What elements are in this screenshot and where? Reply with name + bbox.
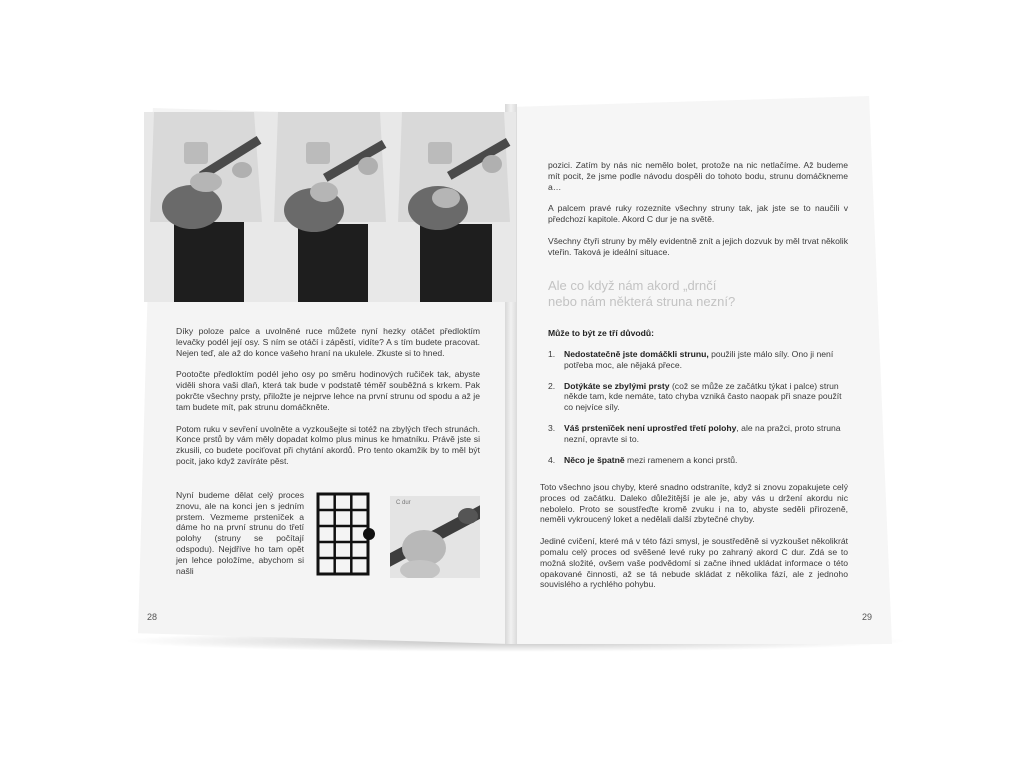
list-item-text: použili jste málo síly. Ono ji není potřeba moc, ale nějaká přece. xyxy=(564,349,834,370)
list-item-text: mezi ramenem a konci prstů. xyxy=(624,454,738,465)
right-paragraph-4: Toto všechno jsou chyby, které snadno odstraníte, když si znovu zopakujete celý proces od začátku. Daleko důležitější je ale je, aby vás u držení akordu nic nebolelo. Proto se soustřeďte kromě zvuku i na to, abyste seděli přirozeně, neměli vykroucený loket a nedělali další zbytečné chyby. xyxy=(540,482,848,525)
left-paragraph-2: Pootočte předloktím podél jeho osy po směru hodinových ručiček tak, abyste viděli shora vaši dlaň, která tak bude v podstatě téměř souběžná s krkem. Pak pokrčte všechny prsty, přiložte je nejprve lehce na první strunu od spodu a až je tam budete mít, pak strunu domáčkněte. xyxy=(176,369,480,412)
list-number: 1. xyxy=(548,349,556,359)
right-paragraph-3: Všechny čtyři struny by měly evidentně znít a jejich dozvuk by měl trvat několik vteřin. Taková je ideální situace. xyxy=(548,235,848,257)
list-item xyxy=(548,381,848,413)
list-item-bold: Dotýkáte se zbylými prsty xyxy=(564,380,670,391)
list-item-text: (což se může ze začátku týkat i palce) strun někde tam, kde nemáte, tato chyba vzniká často naopak při snaze použít co nejvíce síly. xyxy=(564,380,842,413)
list-item xyxy=(548,455,848,466)
list-item xyxy=(548,423,848,445)
right-paragraph-5: Jediné cvičení, které má v této fázi smysl, je soustředěně si vyzkoušet několikrát pomalu celý proces od svěšené levé ruky po zahraný akord C dur. Zdá se to možná složité, ovšem vaše podvědomí si začne ihned ukládat informace o této opakované činnosti, až se tá nebude skládat z několika fází, ale z jednoho souvislého a rychlého pohybu. xyxy=(540,536,848,590)
heading-line-2: nebo nám některá struna nezní? xyxy=(548,294,736,309)
ukulele-photo-1 xyxy=(144,112,268,302)
list-item-bold: Nedostatečně jste domáčkli strunu, xyxy=(564,349,709,359)
ukulele-photo-2 xyxy=(268,112,392,302)
right-paragraph-2: A palcem pravé ruky rozeznite všechny struny tak, jak jste se to naučili v předchozí kapitole. Akord C dur je na světě. xyxy=(548,203,848,225)
left-last-paragraph xyxy=(176,490,304,587)
right-text-block xyxy=(548,160,848,269)
left-paragraph-3: Potom ruku v sevření uvolněte a vyzkoušejte si totéž na zbylých třech strunách. Konce prstů by vám měly dopadat kolmo plus minus ke hmatníku. Právě jste si zkusili, co budete pociťovat při chytání akordů. Pro tento okamžik by to měl být pocit, jako když zavíráte pěst. xyxy=(176,423,480,466)
page-number-right: 29 xyxy=(862,612,873,622)
c-chord-photo xyxy=(390,496,480,578)
section-heading xyxy=(548,278,848,310)
list-item-text: , ale na pražci, proto struna nezní, opravte si to. xyxy=(564,422,841,444)
left-paragraph-1: Díky poloze palce a uvolněné ruce můžete nyní hezky otáčet předloktím levačky podél její osy. S ním se otáčí i zápěstí, vidíte? A s tím budete pracovat. Nejen teď, ale až do konce vašeho hraní na ukulele. Zkuste si to hned. xyxy=(176,326,480,358)
left-text-block xyxy=(176,326,480,478)
photo-caption: C dur xyxy=(396,500,411,506)
right-closing-text xyxy=(540,482,848,601)
list-item-bold: Něco je špatně xyxy=(564,454,625,465)
photo-strip xyxy=(144,112,516,302)
page-number-left: 28 xyxy=(147,612,158,622)
reasons-list xyxy=(548,349,848,475)
heading-line-1: Ale co když nám akord „drnčí xyxy=(548,278,717,293)
subheading: Může to být ze tří důvodů: xyxy=(548,328,654,338)
list-item xyxy=(548,349,848,371)
finger-dot xyxy=(363,528,375,540)
list-number: 2. xyxy=(548,380,556,391)
list-item-bold: Váš prstenïček není uprostřed třetí polohy xyxy=(564,422,737,433)
chord-diagram xyxy=(316,492,378,576)
list-number: 4. xyxy=(548,454,556,465)
list-number: 3. xyxy=(548,422,556,433)
ukulele-photo-3 xyxy=(392,112,516,302)
right-paragraph-1: pozici. Zatím by nás nic nemělo bolet, protože na nic netlačíme. Až budeme mít pocit, že jsme podle návodu dospěli do tohoto bodu, strunu domáčkneme a… xyxy=(548,160,848,192)
left-paragraph-4: Nyní budeme dělat celý proces znovu, ale na konci jen s jedním prstem. Vezmeme prstenïček a dáme ho na první strunu do třetí polohy (struny se počítají odspodu). Nejdříve ho tam opět jen lehce položíme, abychom si našli xyxy=(176,490,304,576)
